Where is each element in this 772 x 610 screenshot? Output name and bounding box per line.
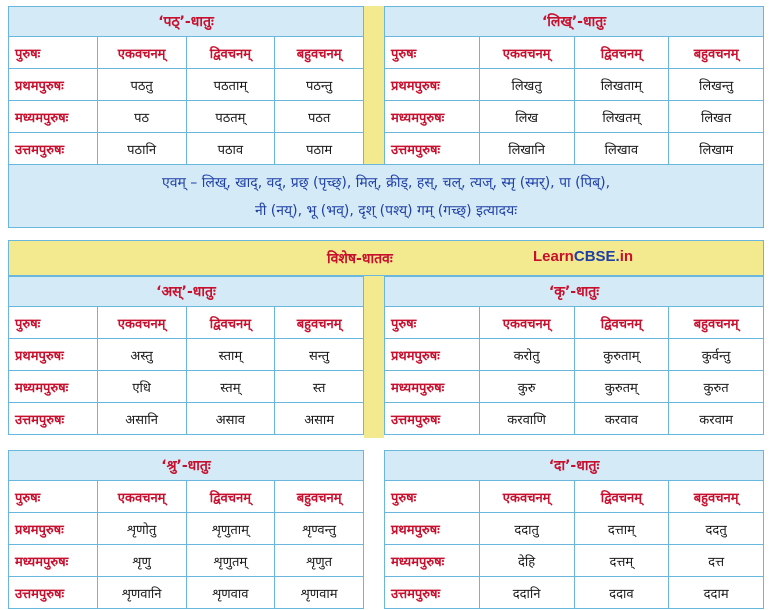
- vishesh-header: [8, 240, 764, 276]
- cell: ददानि: [479, 577, 574, 609]
- cell: पठाम: [275, 133, 364, 165]
- row-label: प्रथमपुरुषः: [9, 513, 98, 545]
- table-title: ‘कृ’-धातुः: [385, 277, 764, 307]
- col-purusha: पुरुषः: [385, 481, 480, 513]
- cell: पठ: [97, 101, 186, 133]
- cell: पठताम्: [186, 69, 275, 101]
- row-label: उत्तमपुरुषः: [9, 577, 98, 609]
- table-row: [9, 101, 364, 133]
- cell: असाव: [186, 403, 275, 435]
- learncbse-logo: [533, 248, 633, 265]
- col-ekavachana: एकवचनम्: [479, 481, 574, 513]
- cell: शृणवाव: [186, 577, 275, 609]
- row-label: उत्तमपुरुषः: [385, 403, 480, 435]
- evam-note: [8, 164, 764, 228]
- cell: शृणुत: [275, 545, 364, 577]
- row-label: प्रथमपुरुषः: [385, 339, 480, 371]
- row-label: उत्तमपुरुषः: [9, 403, 98, 435]
- table-row: [385, 513, 764, 545]
- cell: देहि: [479, 545, 574, 577]
- cell: शृणवाम: [275, 577, 364, 609]
- cell: स्ताम्: [186, 339, 275, 371]
- table-title: ‘अस्’-धातुः: [9, 277, 364, 307]
- col-bahuvachana: बहुवचनम्: [669, 37, 764, 69]
- table-row: [9, 403, 364, 435]
- cell: करवाणि: [479, 403, 574, 435]
- col-ekavachana: एकवचनम्: [97, 307, 186, 339]
- row-label: उत्तमपुरुषः: [9, 133, 98, 165]
- cell: शृणुताम्: [186, 513, 275, 545]
- panel-divider: [364, 6, 384, 164]
- cell: ददाम: [669, 577, 764, 609]
- col-purusha: पुरुषः: [9, 481, 98, 513]
- table-as: [8, 276, 364, 435]
- cell: पठानि: [97, 133, 186, 165]
- table-shru: [8, 450, 364, 609]
- evam-line-2: नी (नय्), भू (भव्), दृश् (पश्य्) गम् (गच्छ्) इत्यादयः: [254, 203, 518, 219]
- table-path: [8, 6, 364, 165]
- cell: शृणु: [97, 545, 186, 577]
- cell: लिखन्तु: [669, 69, 764, 101]
- cell: ददतु: [669, 513, 764, 545]
- table-title: ‘दा’-धातुः: [385, 451, 764, 481]
- cell: करवाव: [574, 403, 669, 435]
- table-row: [385, 545, 764, 577]
- vishesh-title: विशेष-धातवः: [327, 251, 393, 267]
- table-row: [9, 371, 364, 403]
- row-label: मध्यमपुरुषः: [385, 371, 480, 403]
- cell: पठत: [275, 101, 364, 133]
- logo-learn: Learn: [533, 248, 574, 265]
- cell: एधि: [97, 371, 186, 403]
- col-bahuvachana: बहुवचनम्: [275, 481, 364, 513]
- cell: शृणोतु: [97, 513, 186, 545]
- cell: लिखाम: [669, 133, 764, 165]
- table-row: [385, 577, 764, 609]
- col-ekavachana: एकवचनम्: [97, 481, 186, 513]
- row-label: मध्यमपुरुषः: [9, 101, 98, 133]
- logo-cbse: CBSE: [573, 248, 616, 265]
- logo-in: in: [619, 248, 634, 265]
- row-label: प्रथमपुरुषः: [9, 69, 98, 101]
- row-label: मध्यमपुरुषः: [385, 545, 480, 577]
- cell: स्तम्: [186, 371, 275, 403]
- table-row: [9, 513, 364, 545]
- cell: अस्तु: [97, 339, 186, 371]
- cell: लिखताम्: [574, 69, 669, 101]
- col-ekavachana: एकवचनम्: [479, 37, 574, 69]
- cell: दत्ताम्: [574, 513, 669, 545]
- cell: करोतु: [479, 339, 574, 371]
- cell: पठतु: [97, 69, 186, 101]
- col-dvivachana: द्विवचनम्: [186, 37, 275, 69]
- table-likh: [384, 6, 764, 165]
- table-row: [385, 69, 764, 101]
- col-dvivachana: द्विवचनम्: [574, 307, 669, 339]
- cell: दत्त: [669, 545, 764, 577]
- cell: पठन्तु: [275, 69, 364, 101]
- row-label: उत्तमपुरुषः: [385, 133, 480, 165]
- table-row: [9, 133, 364, 165]
- cell: कुरुताम्: [574, 339, 669, 371]
- table-title: ‘लिख्’-धातुः: [385, 7, 764, 37]
- cell: लिख: [479, 101, 574, 133]
- table-kri: [384, 276, 764, 435]
- cell: लिखानि: [479, 133, 574, 165]
- col-purusha: पुरुषः: [385, 37, 480, 69]
- table-row: [385, 339, 764, 371]
- table-row: [385, 371, 764, 403]
- table-row: [385, 101, 764, 133]
- cell: शृणवानि: [97, 577, 186, 609]
- col-bahuvachana: बहुवचनम्: [669, 481, 764, 513]
- cell: लिखतु: [479, 69, 574, 101]
- cell: पठतम्: [186, 101, 275, 133]
- cell: पठाव: [186, 133, 275, 165]
- col-ekavachana: एकवचनम्: [479, 307, 574, 339]
- col-dvivachana: द्विवचनम्: [186, 307, 275, 339]
- cell: ददाव: [574, 577, 669, 609]
- cell: करवाम: [669, 403, 764, 435]
- cell: कुरुत: [669, 371, 764, 403]
- row-label: उत्तमपुरुषः: [385, 577, 480, 609]
- col-purusha: पुरुषः: [9, 37, 98, 69]
- col-dvivachana: द्विवचनम्: [186, 481, 275, 513]
- cell: शृण्वन्तु: [275, 513, 364, 545]
- col-dvivachana: द्विवचनम्: [574, 481, 669, 513]
- cell: शृणुतम्: [186, 545, 275, 577]
- col-purusha: पुरुषः: [9, 307, 98, 339]
- panel-divider: [364, 276, 384, 438]
- col-bahuvachana: बहुवचनम्: [275, 307, 364, 339]
- table-row: [9, 545, 364, 577]
- col-dvivachana: द्विवचनम्: [574, 37, 669, 69]
- cell: लिखत: [669, 101, 764, 133]
- col-purusha: पुरुषः: [385, 307, 480, 339]
- cell: असानि: [97, 403, 186, 435]
- table-row: [9, 339, 364, 371]
- row-label: प्रथमपुरुषः: [385, 513, 480, 545]
- evam-line-1: एवम् – लिख्, खाद्, वद्, प्रछ् (पृच्छ्), मिल्, क्रीड्, हस्, चल्, त्यज्, स्मृ (स्मर्), पा (पिब्),: [161, 175, 611, 191]
- row-label: प्रथमपुरुषः: [9, 339, 98, 371]
- col-ekavachana: एकवचनम्: [97, 37, 186, 69]
- cell: लिखाव: [574, 133, 669, 165]
- logo-dot: .: [615, 248, 620, 265]
- table-row: [385, 133, 764, 165]
- cell: लिखतम्: [574, 101, 669, 133]
- cell: स्त: [275, 371, 364, 403]
- cell: असाम: [275, 403, 364, 435]
- cell: कुरुतम्: [574, 371, 669, 403]
- table-row: [9, 577, 364, 609]
- row-label: मध्यमपुरुषः: [385, 101, 480, 133]
- col-bahuvachana: बहुवचनम्: [669, 307, 764, 339]
- row-label: प्रथमपुरुषः: [385, 69, 480, 101]
- table-title: ‘पठ्’-धातुः: [9, 7, 364, 37]
- table-row: [9, 69, 364, 101]
- row-label: मध्यमपुरुषः: [9, 545, 98, 577]
- table-title: ‘श्रु’-धातुः: [9, 451, 364, 481]
- table-row: [385, 403, 764, 435]
- col-bahuvachana: बहुवचनम्: [275, 37, 364, 69]
- cell: सन्तु: [275, 339, 364, 371]
- table-daa: [384, 450, 764, 609]
- cell: कुर्वन्तु: [669, 339, 764, 371]
- cell: कुरु: [479, 371, 574, 403]
- row-label: मध्यमपुरुषः: [9, 371, 98, 403]
- cell: दत्तम्: [574, 545, 669, 577]
- cell: ददातु: [479, 513, 574, 545]
